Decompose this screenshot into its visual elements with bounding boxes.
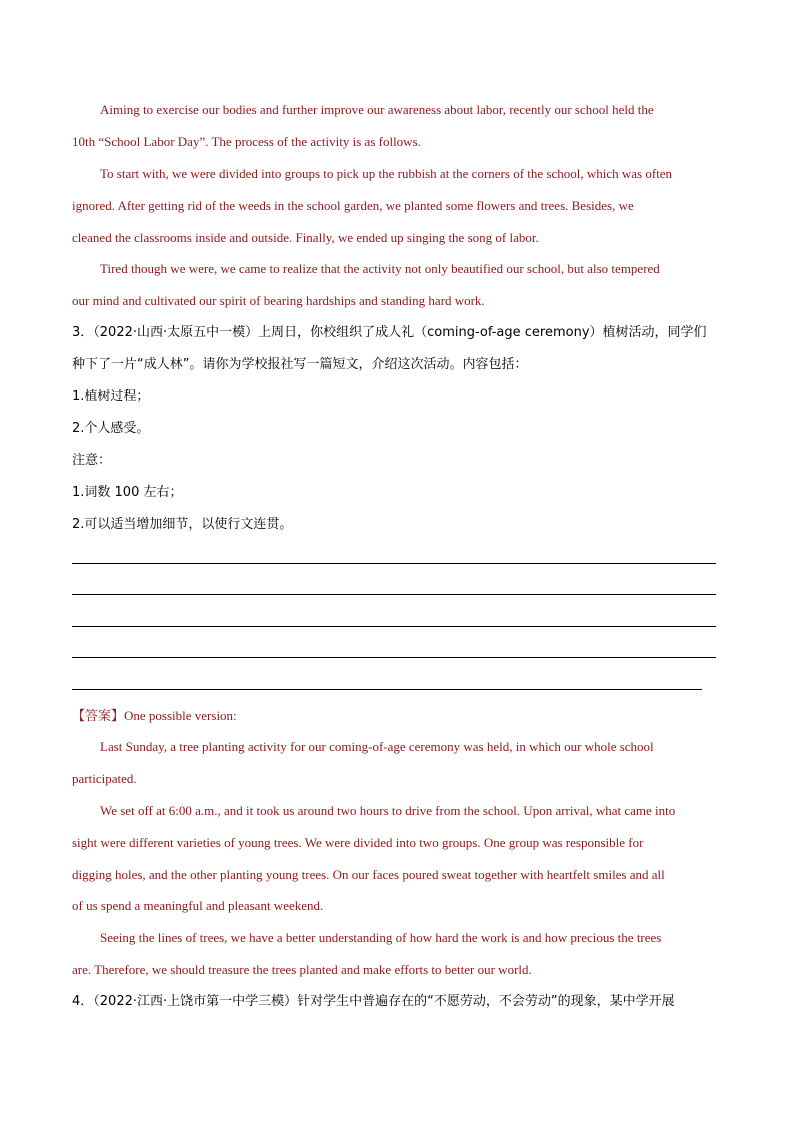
passage-line: Aiming to exercise our bodies and further improve our awareness about labor, recently our school held the [100, 102, 654, 117]
writing-line [72, 594, 716, 595]
writing-line [72, 689, 702, 690]
answer-tag: 【答案】 [72, 709, 125, 724]
answer-line: Seeing the lines of trees, we have a better understanding of how hard the work is and how precious the trees [100, 930, 662, 945]
passage-line: Tired though we were, we came to realize that the activity not only beautified our school, but also tempered [100, 261, 660, 276]
passage-line: 10th “School Labor Day”. The process of the activity is as follows. [72, 134, 421, 149]
question4-line1: 4．（2022·江西·上饶市第一中学三模）针对学生中普遍存在的“不愿劳动，不会劳动”的现象，某中学开展 [72, 994, 675, 1009]
answer-line: digging holes, and the other planting young trees. On our faces poured sweat together with heartfelt smiles and all [72, 867, 665, 882]
passage-line: our mind and cultivated our spirit of bearing hardships and standing hard work. [72, 293, 485, 308]
passage-line: cleaned the classrooms inside and outside. Finally, we ended up singing the song of labor. [72, 230, 539, 245]
answer-line: are. Therefore, we should treasure the trees planted and make efforts to better our world. [72, 962, 532, 977]
passage-line: To start with, we were divided into groups to pick up the rubbish at the corners of the school, which was often [100, 166, 673, 181]
question3-line1: 3．（2022·山西·太原五中一模）上周日，你校组织了成人礼（coming-of-age ceremony）植树活动，同学们 [72, 325, 707, 340]
passage-line: ignored. After getting rid of the weeds in the school garden, we planted some flowers and trees. Besides, we [72, 198, 634, 213]
answer-line: participated. [72, 771, 137, 786]
question3-item2: 2.个人感受。 [72, 421, 150, 436]
question3-note2: 2.可以适当增加细节，以使行文连贯。 [72, 517, 293, 532]
question3-note1: 1.词数 100 左右； [72, 485, 183, 500]
answer-intro: One possible version: [124, 708, 237, 723]
question3-note-label: 注意： [72, 453, 112, 468]
question3-line2: 种下了一片“成人林”。请你为学校报社写一篇短文，介绍这次活动。内容包括： [72, 357, 528, 372]
writing-line [72, 626, 716, 627]
writing-line [72, 563, 716, 564]
answer-line: Last Sunday, a tree planting activity for our coming-of-age ceremony was held, in which our whole school [100, 739, 654, 754]
answer-line: sight were different varieties of young trees. We were divided into two groups. One group was responsible for [72, 835, 644, 850]
answer-line: We set off at 6:00 a.m., and it took us around two hours to drive from the school. Upon arrival, what came into [100, 803, 676, 818]
answer-heading [72, 707, 722, 726]
writing-line [72, 657, 716, 658]
answer-line: of us spend a meaningful and pleasant weekend. [72, 898, 324, 913]
question3-item1: 1.植树过程； [72, 389, 150, 404]
